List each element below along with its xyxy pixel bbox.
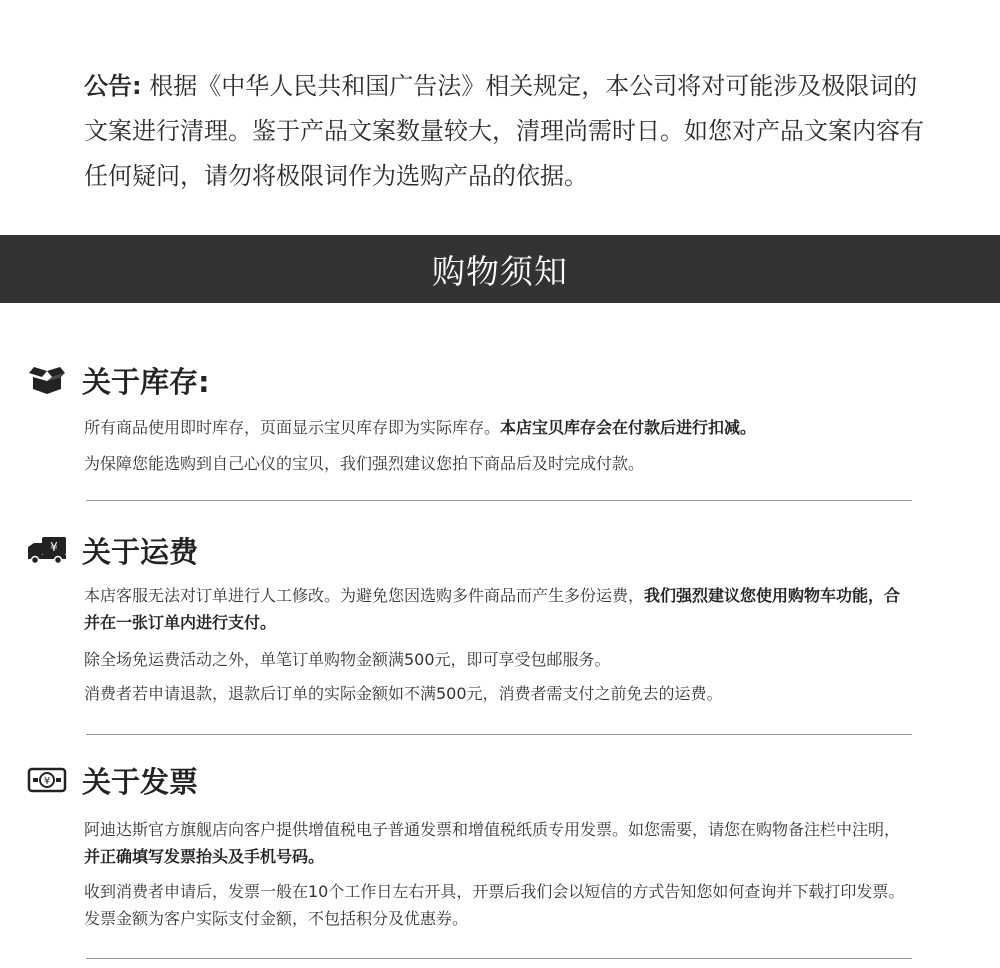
shipping-p1-text: 本店客服无法对订单进行人工修改。为避免您因选购多件商品而产生多份运费， [84, 586, 645, 605]
inventory-paragraph-1 [84, 414, 914, 441]
invoice-paragraph-1 [84, 816, 914, 870]
section-inventory-title: 关于库存: [82, 364, 210, 399]
divider [86, 958, 912, 959]
inventory-p2-text: 为保障您能选购到自己心仪的宝贝，我们强烈建议您拍下商品后及时完成付款。 [84, 454, 645, 473]
shipping-p2-text: 除全场免运费活动之外，单笔订单购物金额满500元，即可享受包邮服务。 [84, 650, 611, 669]
invoice-p1-bold: 并正确填写发票抬头及手机号码。 [84, 847, 325, 866]
box-icon [26, 364, 68, 396]
section-invoice-header [26, 760, 198, 800]
inventory-p1-text: 所有商品使用即时库存，页面显示宝贝库存即为实际库存。 [84, 418, 501, 437]
banner-title: 购物须知 [432, 251, 568, 291]
divider [86, 500, 912, 501]
section-inventory-header [26, 360, 210, 400]
notice-body: 根据《中华人民共和国广告法》相关规定，本公司将对可能涉及极限词的文案进行清理。鉴于产品文案数量较大，清理尚需时日。如您对产品文案内容有任何疑问，请勿将极限词作为选购产品的依据。 [84, 72, 924, 190]
notice-text [84, 64, 924, 199]
inventory-paragraph-2 [84, 450, 914, 477]
invoice-p1-text: 阿迪达斯官方旗舰店向客户提供增值税电子普通发票和增值税纸质专用发票。如您需要，请您在购物备注栏中注明， [84, 820, 901, 839]
section-invoice-title: 关于发票 [82, 764, 199, 799]
invoice-yen-icon [26, 764, 68, 796]
shipping-p1-bold: 我们强烈建议您使用购物车功能，合并在一张订单内进行支付。 [84, 586, 901, 632]
shipping-paragraph-2 [84, 646, 914, 673]
invoice-paragraph-2 [84, 878, 914, 932]
shipping-paragraph-3 [84, 680, 914, 707]
section-shipping-title: 关于运费 [82, 534, 199, 569]
inventory-p1-bold: 本店宝贝库存会在付款后进行扣减。 [500, 418, 757, 437]
notice-label: 公告: [84, 72, 142, 100]
svg-text:¥: ¥ [50, 540, 58, 554]
shipping-paragraph-1 [84, 582, 914, 636]
shopping-notice-banner [0, 235, 1000, 303]
svg-text:¥: ¥ [43, 776, 51, 787]
delivery-truck-yen-icon [26, 534, 68, 566]
section-shipping-header [26, 530, 198, 570]
shipping-p3-text: 消费者若申请退款，退款后订单的实际金额如不满500元，消费者需支付之前免去的运费。 [84, 684, 723, 703]
divider [86, 734, 912, 735]
invoice-p2-text: 收到消费者申请后，发票一般在10个工作日左右开具，开票后我们会以短信的方式告知您如何查询并下载打印发票。发票金额为客户实际支付金额，不包括积分及优惠券。 [84, 882, 905, 928]
